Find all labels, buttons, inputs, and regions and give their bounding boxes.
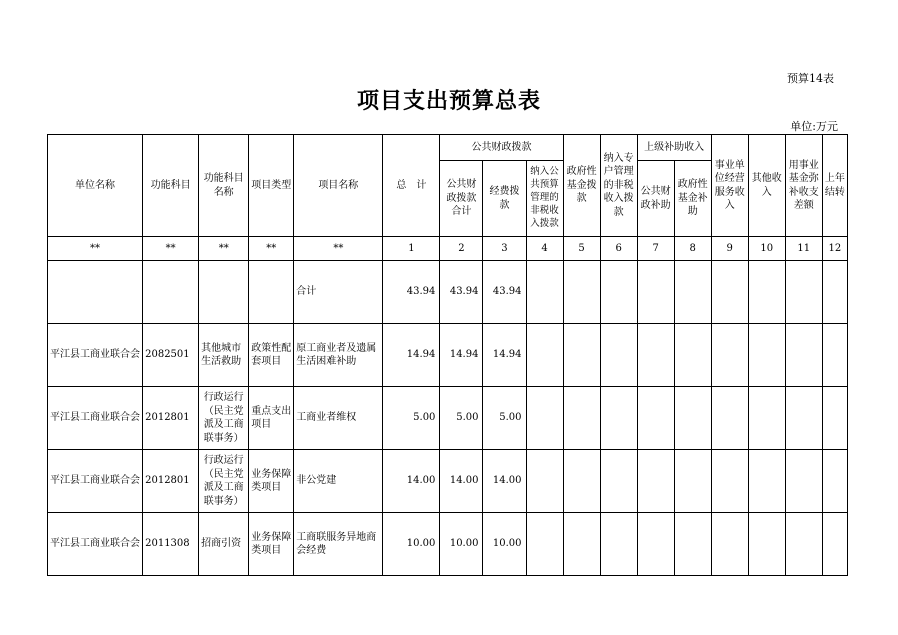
header-project-type: 项目类型 xyxy=(249,135,294,237)
cell-unit: 平江县工商业联合会 xyxy=(48,450,143,513)
table-row xyxy=(48,513,848,576)
page-title: 项目支出预算总表 xyxy=(356,88,541,114)
cell-func: 行政运行（民主党派及工商联事务） xyxy=(199,450,249,513)
cell-type: 业务保障类项目 xyxy=(249,450,294,513)
index-cell: 3 xyxy=(483,237,526,261)
cell-pf-total: 14.00 xyxy=(440,450,483,513)
cell-total: 43.94 xyxy=(383,261,440,324)
cell-code: 2082501 xyxy=(143,324,199,387)
cell-pf-total: 14.94 xyxy=(440,324,483,387)
header-business-income: 事业单位经营服务收入 xyxy=(711,135,748,237)
index-cell: 6 xyxy=(600,237,637,261)
header-func-name: 功能科目名称 xyxy=(199,135,249,237)
header-public-finance-total: 公共财政拨款合计 xyxy=(440,161,483,237)
cell-name: 工商联服务异地商会经费 xyxy=(294,513,383,576)
header-project-name: 项目名称 xyxy=(294,135,383,237)
cell-pf-total: 5.00 xyxy=(440,387,483,450)
index-cell: ** xyxy=(48,237,143,261)
header-unit-name: 单位名称 xyxy=(48,135,143,237)
header-other-income: 其他收入 xyxy=(748,135,785,237)
cell-func: 其他城市生活救助 xyxy=(199,324,249,387)
cell-operating: 5.00 xyxy=(483,387,526,450)
cell-func: 行政运行（民主党派及工商联事务） xyxy=(199,387,249,450)
cell-type: 重点支出项目 xyxy=(249,387,294,450)
index-cell: 9 xyxy=(711,237,748,261)
cell-func: 招商引资 xyxy=(199,513,249,576)
index-cell: 5 xyxy=(563,237,600,261)
table-row-total xyxy=(48,261,848,324)
cell-name: 工商业者维权 xyxy=(294,387,383,450)
header-superior-subsidy: 上级补助收入 xyxy=(637,135,711,161)
cell-pf-total: 43.94 xyxy=(440,261,483,324)
cell-total: 5.00 xyxy=(383,387,440,450)
index-cell: ** xyxy=(143,237,199,261)
table-number: 预算14表 xyxy=(787,72,834,85)
index-cell: 4 xyxy=(526,237,563,261)
cell-name: 非公党建 xyxy=(294,450,383,513)
index-cell: ** xyxy=(249,237,294,261)
cell-name: 原工商业者及遗属生活困难补助 xyxy=(294,324,383,387)
budget-table xyxy=(47,134,848,576)
cell-unit xyxy=(48,261,143,324)
header-gov-fund-subsidy: 政府性基金补助 xyxy=(674,161,711,237)
header-func-code: 功能科目 xyxy=(143,135,199,237)
header-public-finance: 公共财政拨款 xyxy=(440,135,563,161)
index-cell: 10 xyxy=(748,237,785,261)
cell-operating: 10.00 xyxy=(483,513,526,576)
header-operating-funds: 经费拨款 xyxy=(483,161,526,237)
header-public-finance-subsidy: 公共财政补助 xyxy=(637,161,674,237)
index-cell: ** xyxy=(294,237,383,261)
table-row xyxy=(48,450,848,513)
unit-label: 单位:万元 xyxy=(790,120,838,133)
header-gov-fund: 政府性基金拨款 xyxy=(563,135,600,237)
table-row xyxy=(48,324,848,387)
index-row xyxy=(48,237,848,261)
cell-total: 14.94 xyxy=(383,324,440,387)
index-cell: 11 xyxy=(785,237,822,261)
cell-code: 2011308 xyxy=(143,513,199,576)
cell-total: 14.00 xyxy=(383,450,440,513)
header-fund-reserve: 用事业基金弥补收支差额 xyxy=(785,135,822,237)
index-cell: 12 xyxy=(822,237,847,261)
cell-type: 政策性配套项目 xyxy=(249,324,294,387)
cell-total: 10.00 xyxy=(383,513,440,576)
cell-pf-total: 10.00 xyxy=(440,513,483,576)
header-special-non-tax: 纳入专户管理的非税收入拨款 xyxy=(600,135,637,237)
index-cell: ** xyxy=(199,237,249,261)
cell-code xyxy=(143,261,199,324)
header-carry-over: 上年结转 xyxy=(822,135,847,237)
header-non-tax-in-budget: 纳入公共预算管理的非税收入拨款 xyxy=(526,161,563,237)
index-cell: 7 xyxy=(637,237,674,261)
cell-code: 2012801 xyxy=(143,387,199,450)
cell-code: 2012801 xyxy=(143,450,199,513)
cell-unit: 平江县工商业联合会 xyxy=(48,387,143,450)
cell-func xyxy=(199,261,249,324)
index-cell: 1 xyxy=(383,237,440,261)
cell-operating: 14.94 xyxy=(483,324,526,387)
cell-name: 合计 xyxy=(294,261,383,324)
header-total: 总 计 xyxy=(383,135,440,237)
cell-type: 业务保障类项目 xyxy=(249,513,294,576)
cell-type xyxy=(249,261,294,324)
index-cell: 2 xyxy=(440,237,483,261)
index-cell: 8 xyxy=(674,237,711,261)
cell-operating: 43.94 xyxy=(483,261,526,324)
cell-unit: 平江县工商业联合会 xyxy=(48,324,143,387)
table-row xyxy=(48,387,848,450)
cell-unit: 平江县工商业联合会 xyxy=(48,513,143,576)
cell-operating: 14.00 xyxy=(483,450,526,513)
